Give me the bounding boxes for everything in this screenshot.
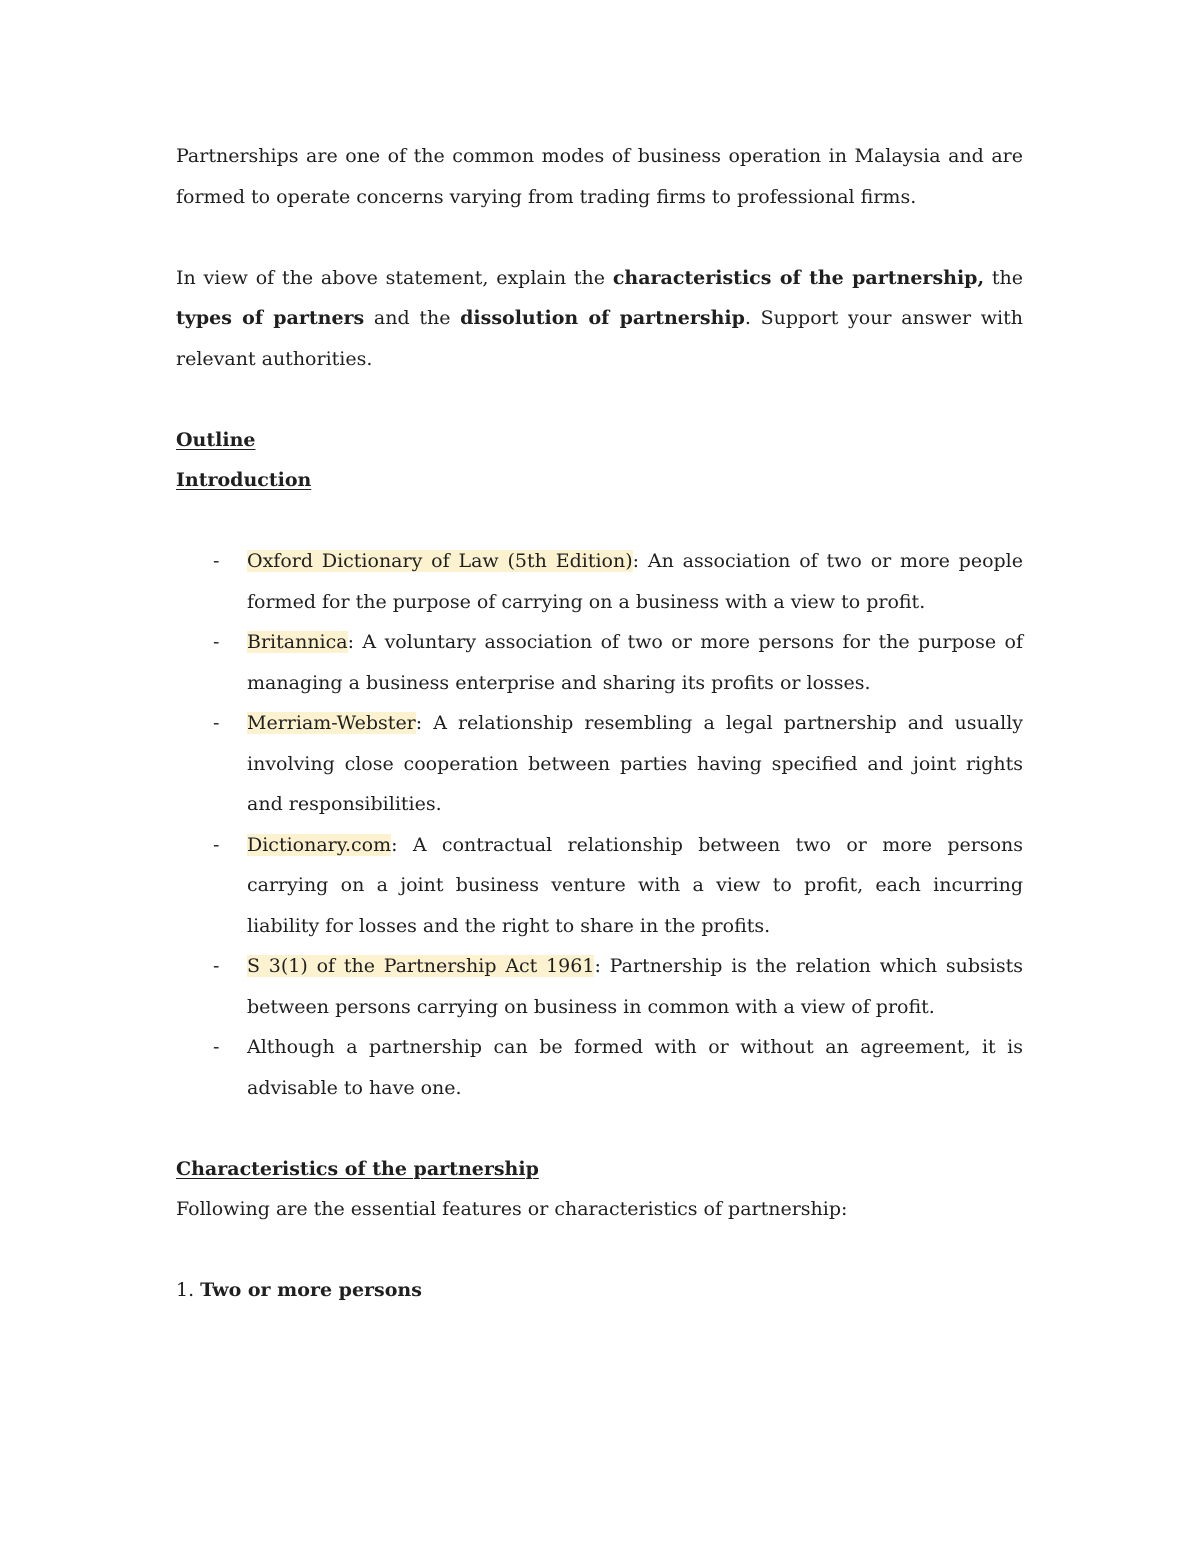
bullet-dash: - [213, 631, 220, 653]
definitions-list [176, 541, 1023, 1108]
definition-item [176, 541, 1023, 622]
question-emphasis-dissolution: dissolution of partnership [460, 307, 745, 329]
definition-text: : Partnership is the relation which subsists between persons carrying on business in common with a view of profit. [247, 955, 1023, 1018]
question-text: and the [364, 307, 461, 329]
spacer [176, 379, 1023, 420]
spacer [176, 501, 1023, 542]
spacer [176, 217, 1023, 258]
definition-item [176, 825, 1023, 947]
outline-heading: Outline [176, 428, 256, 451]
definition-item [176, 946, 1023, 1027]
definition-source: Britannica [247, 631, 348, 653]
definition-text: : An association of two or more people formed for the purpose of carrying on a business with a view to profit. [247, 550, 1023, 613]
introduction-heading: Introduction [176, 469, 312, 491]
intro-paragraph: Partnerships are one of the common modes of business operation in Malaysia and are formed to operate concerns varying from trading firms to professional firms. [176, 145, 1023, 208]
characteristic-number: 1. [176, 1279, 201, 1301]
definition-text: : A relationship resembling a legal partnership and usually involving close cooperation between parties having specified and joint rights and responsibilities. [247, 712, 1023, 815]
bullet-dash: - [213, 550, 220, 572]
bullet-dash: - [213, 1036, 220, 1058]
bullet-dash: - [213, 833, 220, 856]
question-text: In view of the above statement, explain the [176, 266, 613, 289]
question-paragraph [176, 258, 1023, 380]
spacer [176, 1108, 1023, 1149]
characteristics-intro: Following are the essential features or characteristics of partnership: [176, 1198, 848, 1220]
question-text: . Support your answer with relevant authorities. [176, 307, 1023, 370]
characteristic-title: Two or more persons [200, 1279, 422, 1301]
spacer [176, 1230, 1023, 1271]
definition-source: Merriam-Webster [247, 712, 416, 734]
advice-item [176, 1027, 1023, 1108]
bullet-dash: - [213, 955, 220, 977]
advice-text: Although a partnership can be formed with or without an agreement, it is advisable to have one. [247, 1036, 1023, 1099]
question-emphasis-characteristics: characteristics of the partnership, [612, 266, 985, 289]
definition-source: S 3(1) of the Partnership Act 1961 [247, 955, 595, 977]
question-text: the [984, 266, 1024, 289]
characteristic-item [176, 1270, 1023, 1311]
question-emphasis-types: types of partners [176, 307, 365, 329]
definition-source: Oxford Dictionary of Law (5th Edition) [247, 550, 633, 572]
bullet-dash: - [213, 712, 220, 734]
characteristics-heading: Characteristics of the partnership [176, 1157, 539, 1180]
document-page [176, 136, 1023, 1311]
definition-text: : A voluntary association of two or more persons for the purpose of managing a business enterprise and sharing its profits or losses. [247, 631, 1023, 694]
definition-source: Dictionary.com [247, 833, 392, 856]
definition-item [176, 622, 1023, 703]
definition-text: : A contractual relationship between two or more persons carrying on a joint business venture with a view to profit, each incurring liability for losses and the right to share in the profits. [247, 833, 1023, 937]
definition-item [176, 703, 1023, 825]
